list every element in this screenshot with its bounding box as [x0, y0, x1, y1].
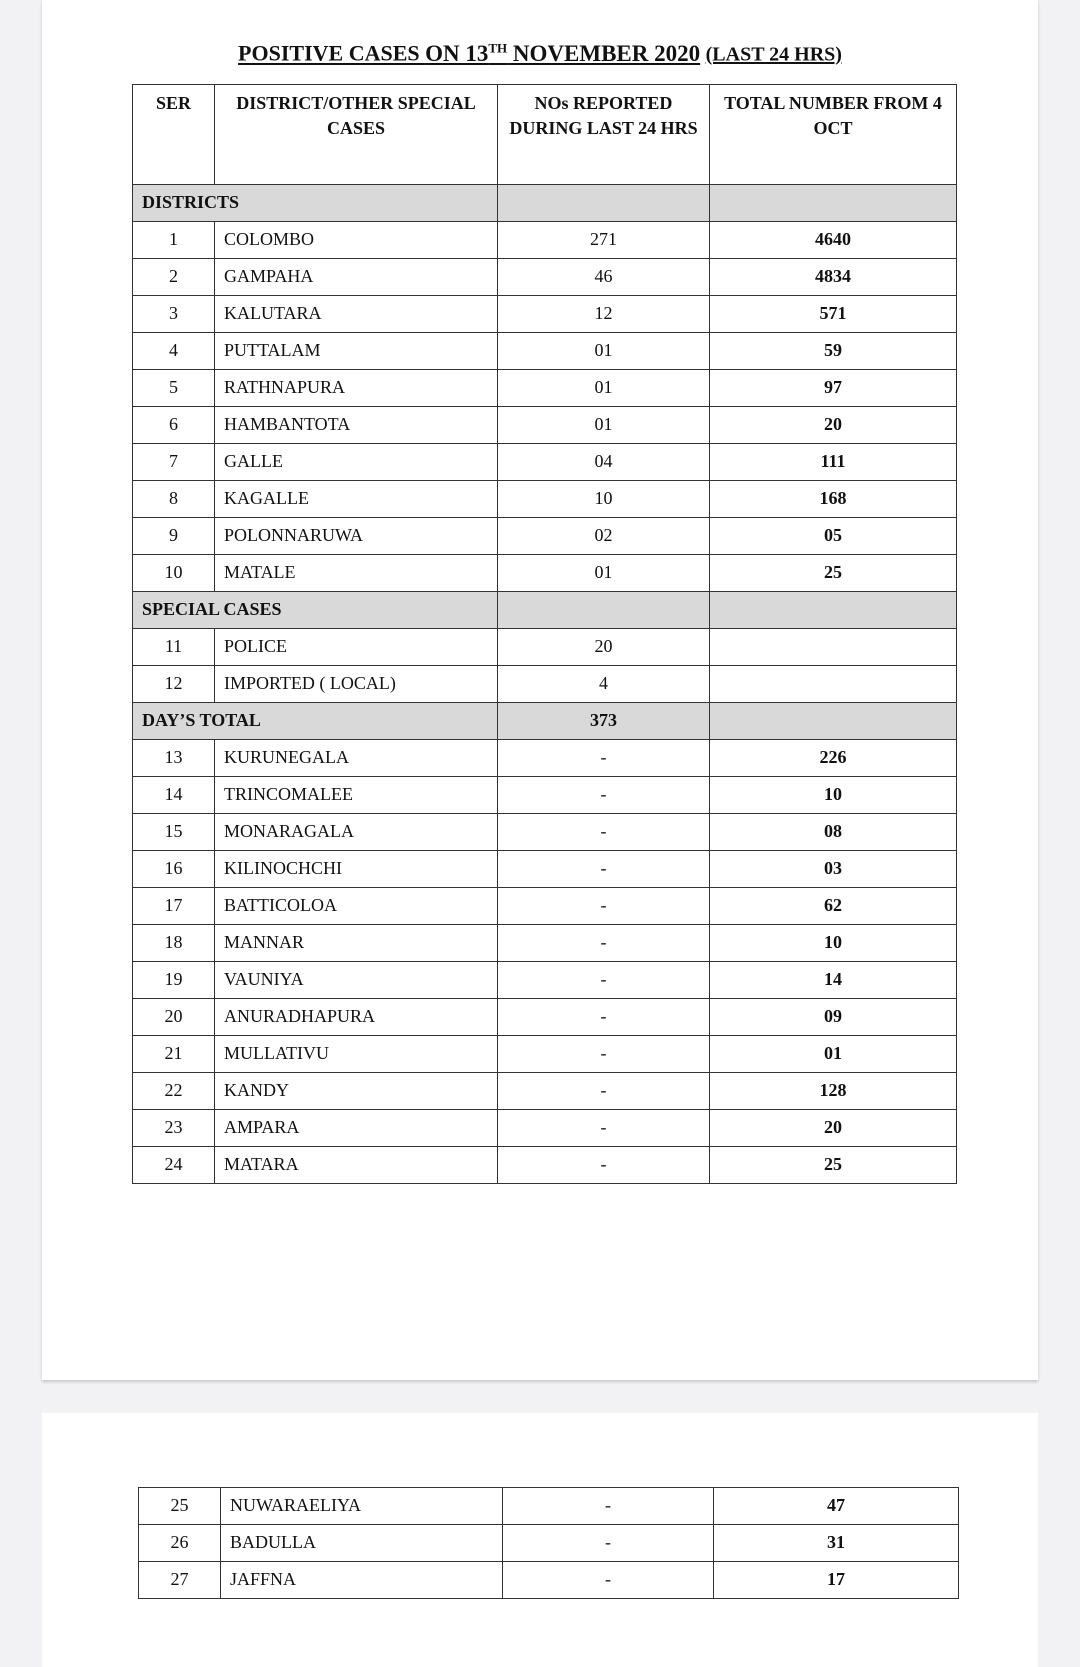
- table-row: [133, 814, 957, 851]
- total-cell: 10: [710, 925, 957, 962]
- table-header-row: [133, 85, 957, 185]
- ser-cell: 6: [133, 407, 215, 444]
- last24-cell: 02: [498, 518, 710, 555]
- section-blank: [710, 703, 957, 740]
- table-row: [133, 1036, 957, 1073]
- last24-cell: 46: [498, 259, 710, 296]
- district-cell: POLONNARUWA: [215, 518, 498, 555]
- district-cell: JAFFNA: [221, 1562, 503, 1599]
- total-cell: 97: [710, 370, 957, 407]
- ser-cell: 1: [133, 222, 215, 259]
- district-cell: RATHNAPURA: [215, 370, 498, 407]
- last24-cell: -: [498, 777, 710, 814]
- table-row: [133, 999, 957, 1036]
- table-row: [139, 1525, 959, 1562]
- total-cell: 05: [710, 518, 957, 555]
- last24-cell: -: [503, 1562, 714, 1599]
- district-cell: POLICE: [215, 629, 498, 666]
- ser-cell: 2: [133, 259, 215, 296]
- section-value: 373: [498, 703, 710, 740]
- last24-cell: -: [498, 740, 710, 777]
- district-cell: MULLATIVU: [215, 1036, 498, 1073]
- total-cell: 226: [710, 740, 957, 777]
- table-row: [133, 1110, 957, 1147]
- table-row: [139, 1562, 959, 1599]
- last24-cell: -: [498, 925, 710, 962]
- total-cell: 20: [710, 407, 957, 444]
- district-cell: COLOMBO: [215, 222, 498, 259]
- last24-cell: -: [498, 1147, 710, 1184]
- district-cell: KILINOCHCHI: [215, 851, 498, 888]
- header-district: DISTRICT/OTHER SPECIAL CASES: [215, 85, 498, 185]
- district-cell: MATARA: [215, 1147, 498, 1184]
- table-row: [133, 407, 957, 444]
- last24-cell: -: [498, 888, 710, 925]
- total-cell: 128: [710, 1073, 957, 1110]
- ser-cell: 27: [139, 1562, 221, 1599]
- cases-table: [132, 84, 957, 1184]
- table-row: [133, 777, 957, 814]
- last24-cell: 20: [498, 629, 710, 666]
- table-row: [133, 851, 957, 888]
- section-districts: [133, 185, 957, 222]
- table-row: [133, 962, 957, 999]
- ser-cell: 15: [133, 814, 215, 851]
- district-cell: KALUTARA: [215, 296, 498, 333]
- table-row: [133, 629, 957, 666]
- last24-cell: 04: [498, 444, 710, 481]
- header-last24: NOs REPORTED DURING LAST 24 HRS: [498, 85, 710, 185]
- section-label: SPECIAL CASES: [133, 592, 498, 629]
- district-cell: AMPARA: [215, 1110, 498, 1147]
- section-day-total: [133, 703, 957, 740]
- title-date-suffix: TH: [488, 40, 508, 55]
- district-cell: ANURADHAPURA: [215, 999, 498, 1036]
- district-cell: IMPORTED ( LOCAL): [215, 666, 498, 703]
- ser-cell: 3: [133, 296, 215, 333]
- total-cell: 59: [710, 333, 957, 370]
- document-page-2: [42, 1413, 1038, 1667]
- total-cell: [710, 666, 957, 703]
- ser-cell: 12: [133, 666, 215, 703]
- district-cell: BADULLA: [221, 1525, 503, 1562]
- table-row: [133, 1147, 957, 1184]
- district-cell: BATTICOLOA: [215, 888, 498, 925]
- last24-cell: -: [503, 1488, 714, 1525]
- ser-cell: 17: [133, 888, 215, 925]
- total-cell: 62: [710, 888, 957, 925]
- section-value: [498, 592, 710, 629]
- table-row: [139, 1488, 959, 1525]
- district-cell: KANDY: [215, 1073, 498, 1110]
- page-title: [42, 40, 1038, 67]
- last24-cell: 01: [498, 333, 710, 370]
- ser-cell: 14: [133, 777, 215, 814]
- ser-cell: 5: [133, 370, 215, 407]
- total-cell: 17: [714, 1562, 959, 1599]
- district-cell: KURUNEGALA: [215, 740, 498, 777]
- district-cell: HAMBANTOTA: [215, 407, 498, 444]
- total-cell: 25: [710, 555, 957, 592]
- total-cell: 03: [710, 851, 957, 888]
- ser-cell: 8: [133, 481, 215, 518]
- section-blank: [710, 592, 957, 629]
- section-label: DISTRICTS: [133, 185, 498, 222]
- ser-cell: 7: [133, 444, 215, 481]
- total-cell: [710, 629, 957, 666]
- total-cell: 20: [710, 1110, 957, 1147]
- table-row: [133, 740, 957, 777]
- ser-cell: 20: [133, 999, 215, 1036]
- last24-cell: 4: [498, 666, 710, 703]
- title-part-2: [425, 41, 700, 66]
- cases-table-continued: [138, 1487, 959, 1599]
- total-cell: 09: [710, 999, 957, 1036]
- ser-cell: 9: [133, 518, 215, 555]
- last24-cell: -: [503, 1525, 714, 1562]
- last24-cell: 12: [498, 296, 710, 333]
- title-date-prefix: ON 13: [425, 40, 489, 66]
- table-row: [133, 296, 957, 333]
- ser-cell: 13: [133, 740, 215, 777]
- table-row: [133, 518, 957, 555]
- total-cell: 01: [710, 1036, 957, 1073]
- last24-cell: -: [498, 999, 710, 1036]
- last24-cell: 01: [498, 555, 710, 592]
- table-row: [133, 925, 957, 962]
- total-cell: 4640: [710, 222, 957, 259]
- ser-cell: 16: [133, 851, 215, 888]
- total-cell: 4834: [710, 259, 957, 296]
- table-row: [133, 222, 957, 259]
- ser-cell: 25: [139, 1488, 221, 1525]
- total-cell: 08: [710, 814, 957, 851]
- section-blank: [710, 185, 957, 222]
- table-row: [133, 333, 957, 370]
- last24-cell: -: [498, 962, 710, 999]
- ser-cell: 26: [139, 1525, 221, 1562]
- district-cell: VAUNIYA: [215, 962, 498, 999]
- district-cell: KAGALLE: [215, 481, 498, 518]
- total-cell: 111: [710, 444, 957, 481]
- district-cell: GALLE: [215, 444, 498, 481]
- ser-cell: 10: [133, 555, 215, 592]
- total-cell: 10: [710, 777, 957, 814]
- section-label: DAY’S TOTAL: [133, 703, 498, 740]
- total-cell: 25: [710, 1147, 957, 1184]
- last24-cell: 271: [498, 222, 710, 259]
- ser-cell: 11: [133, 629, 215, 666]
- ser-cell: 4: [133, 333, 215, 370]
- section-special-cases: [133, 592, 957, 629]
- ser-cell: 21: [133, 1036, 215, 1073]
- table-row: [133, 888, 957, 925]
- district-cell: MANNAR: [215, 925, 498, 962]
- district-cell: NUWARAELIYA: [221, 1488, 503, 1525]
- total-cell: 571: [710, 296, 957, 333]
- total-cell: 168: [710, 481, 957, 518]
- table-row: [133, 259, 957, 296]
- district-cell: MONARAGALA: [215, 814, 498, 851]
- district-cell: GAMPAHA: [215, 259, 498, 296]
- district-cell: TRINCOMALEE: [215, 777, 498, 814]
- district-cell: PUTTALAM: [215, 333, 498, 370]
- title-part-1: POSITIVE CASES: [238, 40, 426, 66]
- ser-cell: 18: [133, 925, 215, 962]
- district-cell: MATALE: [215, 555, 498, 592]
- table-row: [133, 1073, 957, 1110]
- last24-cell: -: [498, 1036, 710, 1073]
- last24-cell: 01: [498, 370, 710, 407]
- title-date-month-year: NOVEMBER 2020: [507, 40, 701, 66]
- last24-cell: -: [498, 814, 710, 851]
- ser-cell: 23: [133, 1110, 215, 1147]
- table-row: [133, 666, 957, 703]
- table-row: [133, 555, 957, 592]
- last24-cell: -: [498, 1073, 710, 1110]
- total-cell: 14: [710, 962, 957, 999]
- ser-cell: 19: [133, 962, 215, 999]
- last24-cell: -: [498, 1110, 710, 1147]
- section-value: [498, 185, 710, 222]
- ser-cell: 22: [133, 1073, 215, 1110]
- table-row: [133, 481, 957, 518]
- last24-cell: 01: [498, 407, 710, 444]
- last24-cell: 10: [498, 481, 710, 518]
- header-ser: SER: [133, 85, 215, 185]
- total-cell: 47: [714, 1488, 959, 1525]
- header-total: TOTAL NUMBER FROM 4 OCT: [710, 85, 957, 185]
- total-cell: 31: [714, 1525, 959, 1562]
- table-row: [133, 444, 957, 481]
- last24-cell: -: [498, 851, 710, 888]
- document-page-1: [42, 0, 1038, 1380]
- title-part-3: (LAST 24 HRS): [705, 43, 842, 66]
- table-row: [133, 370, 957, 407]
- ser-cell: 24: [133, 1147, 215, 1184]
